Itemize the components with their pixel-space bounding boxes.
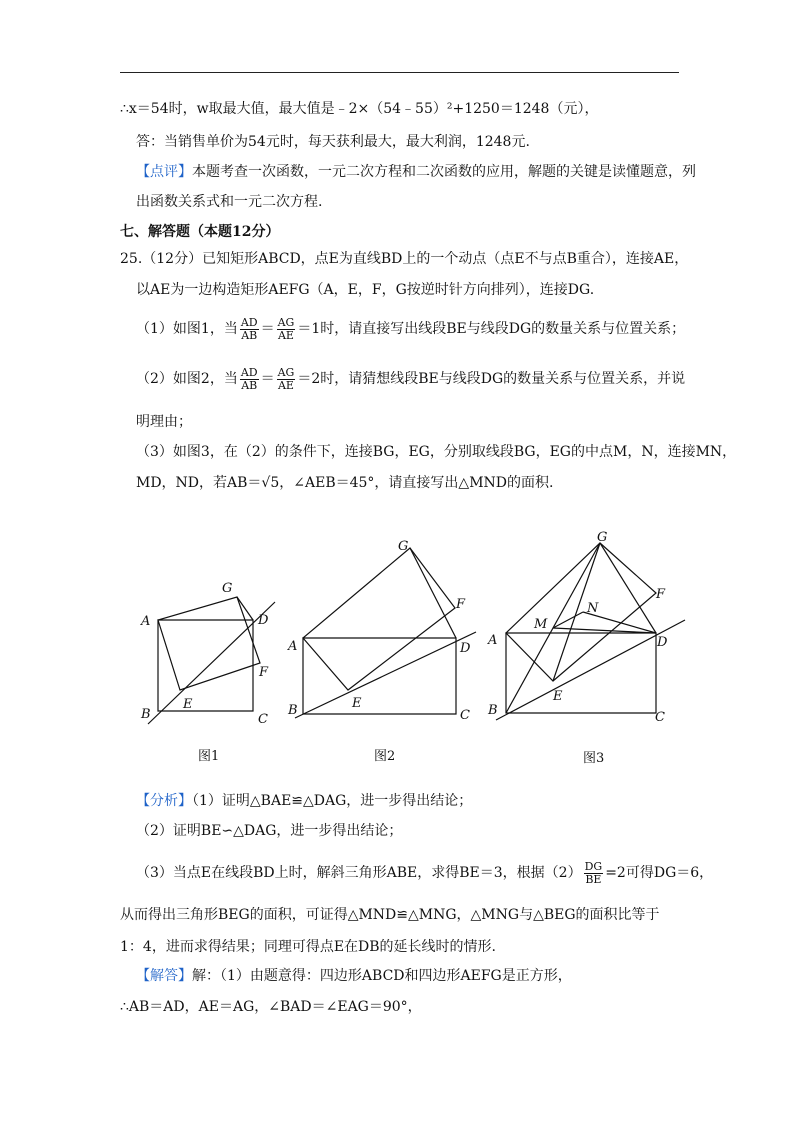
fig1-label-a: A [141, 614, 151, 629]
fig3-label-e: E [553, 689, 563, 704]
analysis-line-5: 1：4，进而求得结果；同理可得点E在DB的延长线时的情形. [120, 939, 496, 955]
comment-tag: 【点评】 [136, 164, 192, 180]
part2-prefix: （2）如图2，当 [136, 371, 238, 387]
fig2-label-d: D [460, 641, 471, 656]
fig3-label-m: M [534, 617, 548, 632]
fig1-label-f: F [259, 665, 269, 680]
fig3-rect-aefg [506, 543, 656, 681]
fraction-ad-ab [240, 317, 259, 342]
fraction-den: AE [277, 378, 294, 392]
analysis-line-4: 从而得出三角形BEG的面积，可证得△MND≌△MNG，△MNG与△BEG的面积比等于 [120, 907, 660, 923]
fig3-label-b: B [488, 703, 498, 718]
fraction-ag-ae [277, 317, 296, 342]
part2-line: （2）如图2，当 $\frac{AD}{AB}$ ＝ $\frac{AG}{AE}$ ＝2时，请猜想线段BE与线段DG的数量关系与位置关系，并说 [136, 365, 686, 392]
fig3-label-a: A [488, 633, 498, 648]
fraction-den: AB [241, 378, 258, 392]
fig1-label-g: G [222, 581, 233, 596]
part1-line: （1）如图1，当 $\frac{AD}{AB}$ ＝ $\frac{AG}{AE}$ ＝1时，请直接写出线段BE与线段DG的数量关系与位置关系； [136, 315, 686, 342]
analysis-text-1: （1）证明△BAE≌△DAG，进一步得出结论； [192, 793, 473, 809]
fig1-square-aefg [158, 597, 260, 690]
fig1-label-b: B [141, 707, 151, 722]
fraction-den: BE [585, 872, 602, 886]
fraction-num: AD [240, 315, 258, 329]
fig2-label-b: B [288, 703, 298, 718]
fig3-label-d: D [657, 635, 668, 650]
fraction-ad-ab [240, 367, 259, 392]
fig2-label-e: E [352, 696, 362, 711]
comment-line [136, 162, 696, 182]
fraction-num: AG [277, 315, 295, 329]
figures [0, 520, 800, 770]
fig3-label-f: F [656, 587, 666, 602]
analysis-line-2: （2）证明BE∽△DAG，进一步得出结论； [136, 823, 403, 839]
fig3-label-c: C [655, 710, 665, 725]
fig2-rect-aefg [303, 548, 455, 690]
fig1-label-c: C [258, 712, 268, 727]
fraction-num: AG [277, 365, 295, 379]
fig3-label-n: N [587, 601, 599, 616]
fig3-label-g: G [597, 530, 608, 545]
text-line-4: 出函数关系式和一元二次方程. [136, 194, 323, 210]
analysis-text-3b: =2可得DG＝6， [605, 865, 714, 881]
solution-line-1 [136, 966, 572, 986]
analysis-line-1 [136, 791, 472, 811]
fig2-rect-abcd [303, 638, 456, 714]
part2-suffix: ＝2时，请猜想线段BE与线段DG的数量关系与位置关系，并说 [297, 371, 686, 387]
part2-line-2: 明理由； [136, 414, 192, 430]
fig2-line-bd [295, 632, 476, 718]
question-line-1: 25.（12分）已知矩形ABCD，点E为直线BD上的一个动点（点E不与点B重合），连接AE， [120, 251, 689, 267]
solution-line-2: ∴AB＝AD，AE＝AG，∠BAD＝∠EAG＝90°， [120, 999, 422, 1015]
text-line-2: 答：当销售单价为54元时，每天获利最大，最大利润，1248元. [136, 134, 530, 150]
section-heading: 七、解答题（本题12分） [120, 224, 280, 240]
fraction-ag-ae [277, 367, 296, 392]
fig2-label-g: G [398, 539, 409, 554]
part3-line-2: MD，ND，若AB＝√5，∠AEB＝45°，请直接写出△MND的面积. [136, 475, 554, 491]
part1-prefix: （1）如图1，当 [136, 321, 238, 337]
fig2-label-a: A [288, 639, 298, 654]
solution-text-1: 解：（1）由题意得：四边形ABCD和四边形AEFG是正方形， [192, 968, 572, 984]
geometry-figures [0, 520, 800, 770]
fraction-num: DG [584, 859, 603, 873]
header-rule [120, 72, 679, 73]
text-line-1: ∴x＝54时，w取最大值，最大值是﹣2×（54﹣55）²+1250＝1248（元）， [120, 101, 599, 117]
fig1-label-e: E [183, 697, 193, 712]
figure-caption-2: 图2 [374, 749, 396, 764]
figure-caption-1: 图1 [198, 749, 220, 764]
analysis-line-3 [136, 858, 713, 888]
figure-caption-3: 图3 [583, 751, 605, 766]
fig2-label-c: C [460, 708, 470, 723]
fig1-label-d: D [258, 613, 269, 628]
fraction-dg-be [584, 861, 604, 886]
analysis-tag: 【分析】 [136, 793, 192, 809]
fraction-den: AB [241, 328, 258, 342]
solution-tag: 【解答】 [136, 968, 192, 984]
part1-suffix: ＝1时，请直接写出线段BE与线段DG的数量关系与位置关系； [297, 321, 686, 337]
fig2-label-f: F [456, 597, 466, 612]
analysis-text-3a: （3）当点E在线段BD上时，解斜三角形ABE，求得BE＝3，根据（2） [136, 865, 582, 881]
question-line-2: 以AE为一边构造矩形AEFG（A，E，F，G按逆时针方向排列），连接DG. [136, 282, 595, 298]
fig1-line-dg [237, 597, 253, 620]
part3-line-1: （3）如图3，在（2）的条件下，连接BG，EG，分别取线段BG，EG的中点M，N，连接MN， [136, 444, 737, 460]
comment-text: 本题考查一次函数，一元二次方程和二次函数的应用，解题的关键是读懂题意，列 [192, 164, 696, 180]
fraction-den: AE [277, 328, 294, 342]
fraction-num: AD [240, 365, 258, 379]
